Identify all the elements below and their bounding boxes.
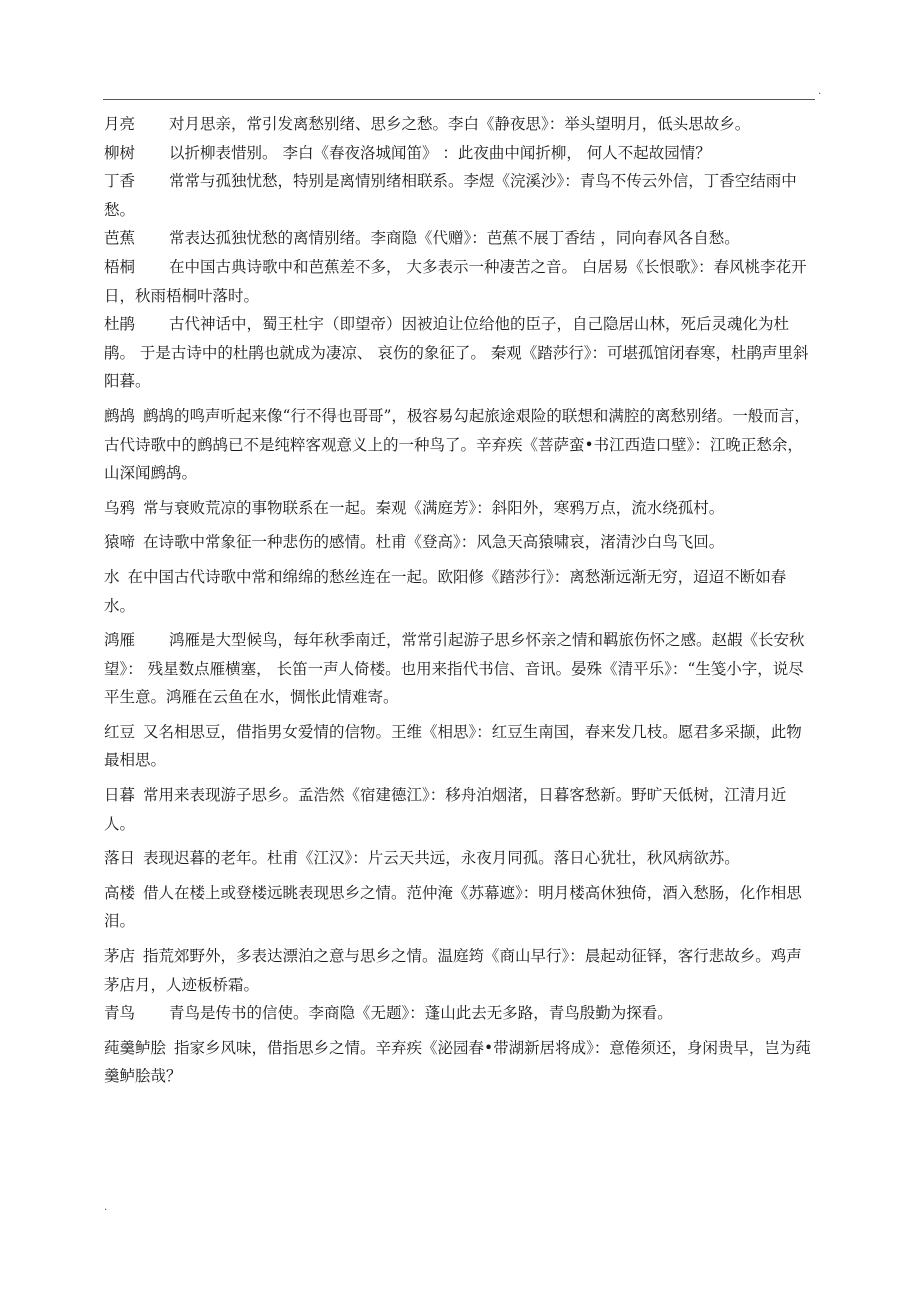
entry-text: 又名相思豆，借指男女爱情的信物。王维《相思》：红豆生南国，春来发几枝。愿君多采撷，此物最相思。 bbox=[104, 722, 802, 770]
entry-term: 丁香 bbox=[104, 172, 136, 191]
entry-term: 高楼 bbox=[104, 883, 136, 902]
entry-term: 鹧鸪 bbox=[104, 406, 136, 425]
entry-text: 对月思亲，常引发离愁别绪、思乡之愁。李白《静夜思》：举头望明月，低头思故乡。 bbox=[169, 115, 751, 133]
entry-text: 在诗歌中常象征一种悲伤的感情。杜甫《登高》：风急天高猿啸哀，渚清沙白鸟飞回。 bbox=[143, 533, 725, 552]
entry-term: 水 bbox=[104, 567, 120, 586]
entry-dujuan bbox=[104, 310, 816, 396]
entry-text: 常用来表现游子思乡。孟浩然《宿建德江》：移舟泊烟渚，日暮客愁新。野旷天低树，江清月近人。 bbox=[104, 786, 787, 833]
entry-text: 鸿雁是大型候鸟，每年秋季南迁，常常引起游子思乡怀亲之情和羁旅伤怀之感。赵嘏《长安秋望》： 残星数点雁横塞， 长笛一声人倚楼。也用来指代书信、音讯。晏殊《清平乐》：“生笺小字，说尽平生意。鸿雁在云鱼在水，惆怅此情难寄。 bbox=[104, 631, 805, 707]
entry-qingniao bbox=[104, 999, 816, 1028]
entry-luori bbox=[104, 844, 816, 873]
entry-yueliang bbox=[104, 110, 816, 139]
entry-liushu bbox=[104, 139, 816, 168]
entry-text: 青鸟是传书的信使。李商隐《无题》：蓬山此去无多路，青鸟殷勤为探看。 bbox=[169, 1004, 673, 1023]
entry-term: 月亮 bbox=[104, 115, 136, 133]
entry-gaolou bbox=[104, 879, 816, 936]
entry-shui bbox=[104, 563, 816, 620]
entry-hongdou bbox=[104, 718, 816, 775]
entry-bajiao bbox=[104, 224, 816, 253]
entry-text: 鹧鸪的鸣声听起来像“行不得也哥哥”，极容易勾起旅途艰险的联想和满腔的离愁别绪。一般而言，古代诗歌中的鹧鸪已不是纯粹客观意义上的一种鸟了。辛弃疾《菩萨蛮•书江西造口壁》：江晚正愁余，山深闻鹧鸪。 bbox=[104, 406, 810, 483]
entry-wuya bbox=[104, 494, 816, 523]
entry-rimu bbox=[104, 781, 816, 838]
header-rule bbox=[103, 99, 815, 100]
entry-term: 红豆 bbox=[104, 722, 136, 741]
entry-text: 古代神话中，蜀王杜宇（即望帝）因被迫让位给他的臣子，自己隐居山林，死后灵魂化为杜鹃。 于是古诗中的杜鹃也就成为凄凉、 哀伤的象征了。 秦观《踏莎行》：可堪孤馆闭春寒，杜鹃声里斜阳暮。 bbox=[104, 315, 809, 391]
entry-term: 乌鸦 bbox=[104, 498, 136, 517]
entry-term: 猿啼 bbox=[104, 533, 136, 552]
entry-text: 指荒郊野外，多表达漂泊之意与思乡之情。温庭筠《商山早行》：晨起动征铎，客行悲故乡。鸡声茅店月，人迹板桥霜。 bbox=[104, 947, 802, 994]
entry-dingxiang bbox=[104, 167, 816, 224]
entry-text: 常与衰败荒凉的事物联系在一起。秦观《满庭芳》：斜阳外，寒鸦万点，流水绕孤村。 bbox=[143, 498, 725, 517]
entry-text: 在中国古典诗歌中和芭蕉差不多， 大多表示一种凄苦之音。 白居易《长恨歌》：春风桃李花开日，秋雨梧桐叶落时。 bbox=[104, 257, 807, 305]
entry-term: 芭蕉 bbox=[104, 229, 136, 248]
footer-mark: . bbox=[104, 1202, 108, 1213]
entry-term: 日暮 bbox=[104, 786, 136, 805]
entry-hongyan bbox=[104, 626, 816, 712]
entry-yuanti bbox=[104, 528, 816, 557]
entry-text: 常表达孤独忧愁的离情别绪。李商隐《代赠》：芭蕉不展丁香结 ，同向春风各自愁。 bbox=[169, 229, 740, 248]
entry-text: 以折柳表惜别。 李白《春夜洛城闻笛》 ：此夜曲中闻折柳， 何人不起故园情？ bbox=[169, 143, 711, 162]
entry-maodian bbox=[104, 942, 816, 999]
entry-chungeng-lukuai bbox=[104, 1034, 816, 1091]
entry-term: 梧桐 bbox=[104, 257, 136, 276]
entry-term: 莼羹鲈脍 bbox=[104, 1038, 167, 1057]
header-mark: . bbox=[818, 86, 822, 97]
entry-term: 落日 bbox=[104, 849, 136, 868]
document-body bbox=[104, 110, 816, 1091]
entry-text: 借人在楼上或登楼远眺表现思乡之情。范仲淹《苏幕遮》：明月楼高休独倚，酒入愁肠，化作相思泪。 bbox=[104, 883, 802, 931]
entry-term: 茅店 bbox=[104, 947, 136, 966]
entry-text: 在中国古代诗歌中常和绵绵的愁丝连在一起。欧阳修《踏莎行》：离愁渐远渐无穷，迢迢不断如春水。 bbox=[104, 567, 787, 615]
entry-zhegu bbox=[104, 402, 816, 488]
entry-text: 指家乡风味，借指思乡之情。辛弃疾《泌园春•带湖新居将成》：意倦须还，身闲贵早，岂为莼羹鲈脍哉？ bbox=[104, 1038, 811, 1086]
entry-text: 常常与孤独忧愁，特别是离情别绪相联系。李煜《浣溪沙》：青鸟不传云外信，丁香空结雨中愁。 bbox=[104, 172, 797, 219]
entry-wutong bbox=[104, 253, 816, 310]
entry-text: 表现迟暮的老年。杜甫《江汉》：片云天共远，永夜月同孤。落日心犹壮，秋风病欲苏。 bbox=[143, 849, 740, 868]
entry-term: 青鸟 bbox=[104, 1004, 136, 1023]
entry-term: 鸿雁 bbox=[104, 631, 136, 650]
entry-term: 杜鹃 bbox=[104, 315, 136, 334]
entry-term: 柳树 bbox=[104, 143, 136, 162]
